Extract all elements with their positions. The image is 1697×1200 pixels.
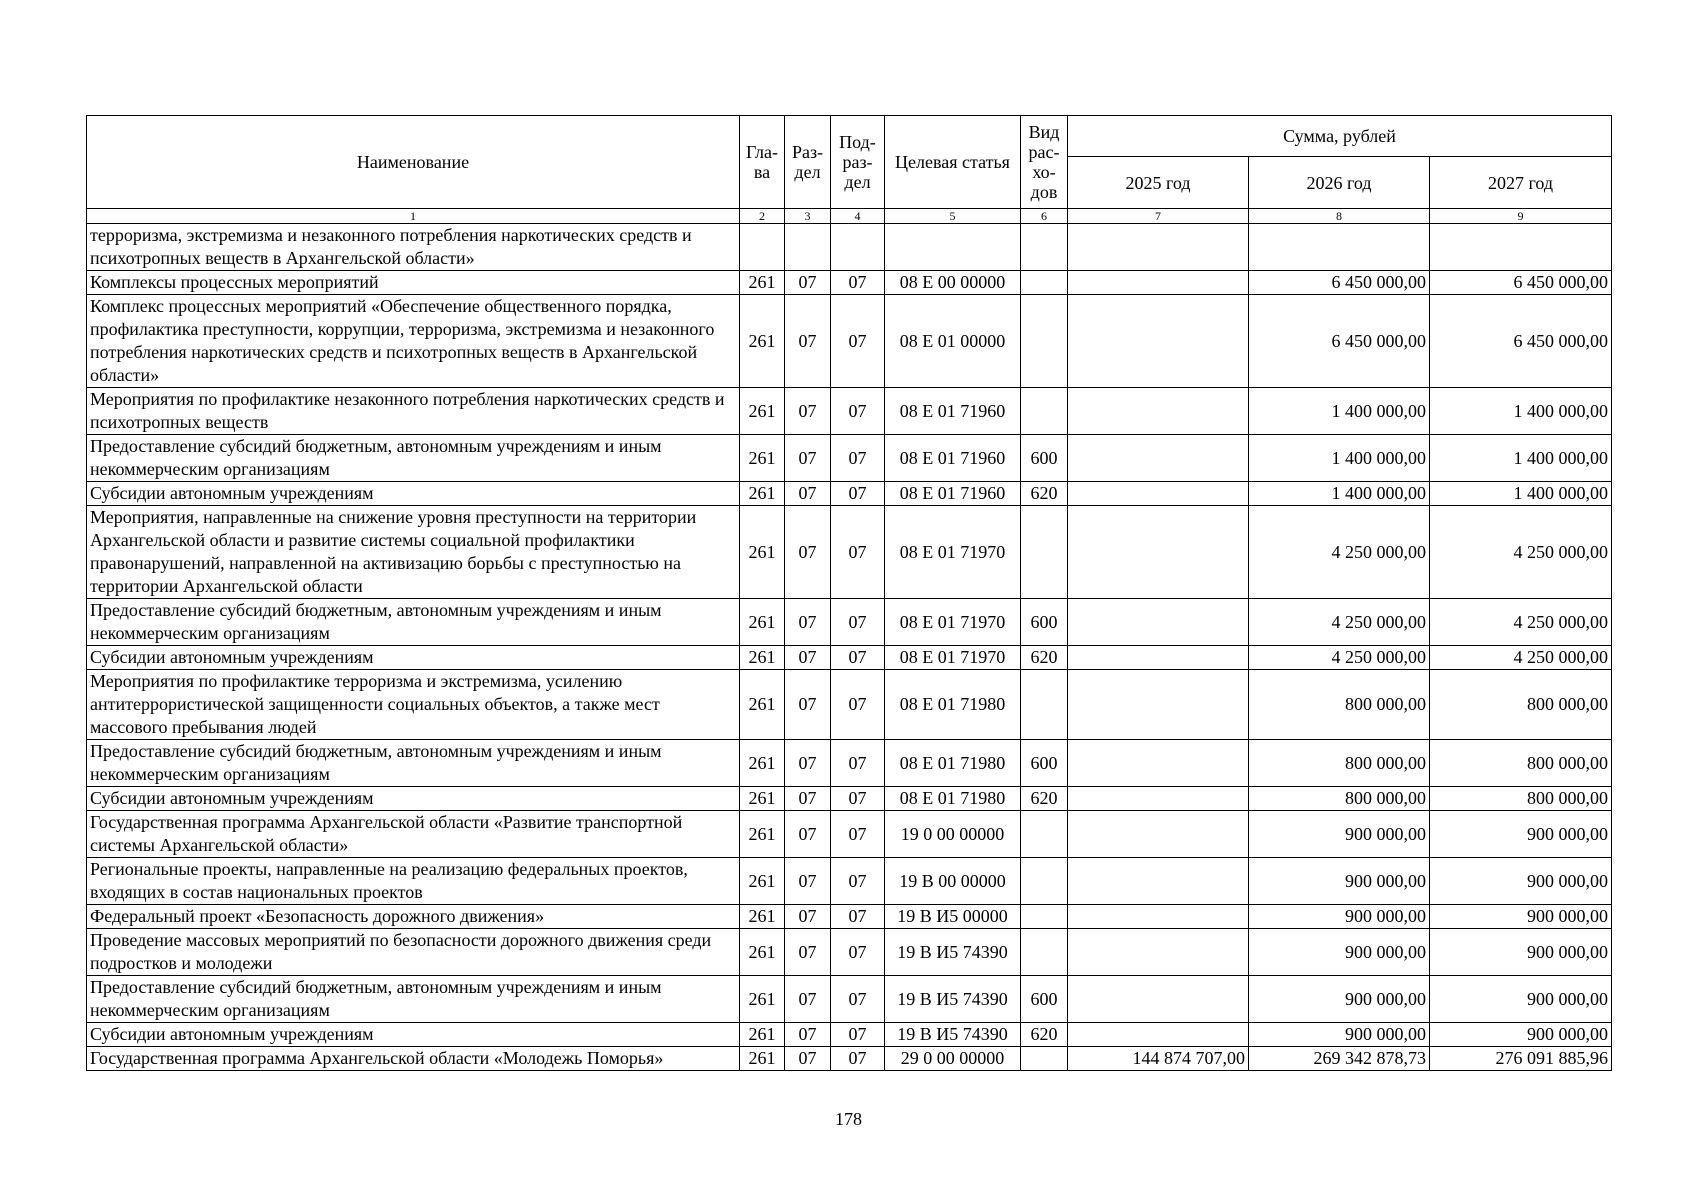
row-amount-2025	[1068, 858, 1249, 905]
table-row	[87, 740, 1612, 787]
row-amount-2027: 800 000,00	[1430, 670, 1612, 740]
row-amount-2027: 276 091 885,96	[1430, 1047, 1612, 1071]
row-podrazdel: 07	[831, 858, 885, 905]
row-razdel: 07	[785, 482, 831, 506]
row-amount-2025	[1068, 388, 1249, 435]
row-target-article: 08 Е 01 71970	[885, 506, 1021, 599]
row-expense-type	[1021, 295, 1068, 388]
row-expense-type: 620	[1021, 787, 1068, 811]
table-row	[87, 976, 1612, 1023]
row-target-article: 08 Е 01 71980	[885, 787, 1021, 811]
table-row	[87, 858, 1612, 905]
row-name: Государственная программа Архангельской области «Развитие транспортной системы Архангельской области»	[87, 811, 740, 858]
header-article: Целевая статья	[885, 116, 1021, 209]
column-number: 5	[885, 209, 1021, 224]
row-razdel: 07	[785, 670, 831, 740]
row-amount-2025	[1068, 646, 1249, 670]
row-amount-2025	[1068, 976, 1249, 1023]
row-glava: 261	[740, 1023, 785, 1047]
row-podrazdel: 07	[831, 271, 885, 295]
row-razdel: 07	[785, 1047, 831, 1071]
row-razdel	[785, 224, 831, 271]
row-expense-type	[1021, 271, 1068, 295]
row-amount-2025	[1068, 435, 1249, 482]
row-glava: 261	[740, 599, 785, 646]
table-row	[87, 388, 1612, 435]
table-row	[87, 271, 1612, 295]
row-target-article: 19 В И5 00000	[885, 905, 1021, 929]
header-podrazdel: Под-раз-дел	[831, 116, 885, 209]
row-glava: 261	[740, 787, 785, 811]
table-row	[87, 811, 1612, 858]
row-amount-2026	[1249, 224, 1430, 271]
row-glava: 261	[740, 905, 785, 929]
row-name: Субсидии автономным учреждениям	[87, 1023, 740, 1047]
row-amount-2025	[1068, 506, 1249, 599]
table-body	[87, 224, 1612, 1071]
row-amount-2027: 900 000,00	[1430, 811, 1612, 858]
column-number: 9	[1430, 209, 1612, 224]
row-glava: 261	[740, 295, 785, 388]
header-year-2026: 2026 год	[1249, 157, 1430, 209]
row-expense-type: 600	[1021, 740, 1068, 787]
row-expense-type	[1021, 1047, 1068, 1071]
row-podrazdel: 07	[831, 976, 885, 1023]
row-razdel: 07	[785, 976, 831, 1023]
row-podrazdel: 07	[831, 646, 885, 670]
row-amount-2025	[1068, 740, 1249, 787]
row-amount-2026: 800 000,00	[1249, 670, 1430, 740]
row-podrazdel: 07	[831, 905, 885, 929]
table-row	[87, 599, 1612, 646]
column-number: 8	[1249, 209, 1430, 224]
row-expense-type: 620	[1021, 646, 1068, 670]
row-amount-2025	[1068, 905, 1249, 929]
row-expense-type	[1021, 811, 1068, 858]
column-numbers-row	[87, 209, 1612, 224]
row-target-article: 29 0 00 00000	[885, 1047, 1021, 1071]
row-expense-type: 600	[1021, 599, 1068, 646]
header-razdel: Раз-дел	[785, 116, 831, 209]
table-row	[87, 295, 1612, 388]
row-amount-2025	[1068, 482, 1249, 506]
row-amount-2027: 900 000,00	[1430, 976, 1612, 1023]
row-amount-2025	[1068, 670, 1249, 740]
row-name: Федеральный проект «Безопасность дорожного движения»	[87, 905, 740, 929]
row-glava: 261	[740, 506, 785, 599]
row-amount-2026: 269 342 878,73	[1249, 1047, 1430, 1071]
row-podrazdel	[831, 224, 885, 271]
row-amount-2026: 800 000,00	[1249, 740, 1430, 787]
row-podrazdel: 07	[831, 599, 885, 646]
row-podrazdel: 07	[831, 670, 885, 740]
table-row	[87, 224, 1612, 271]
row-podrazdel: 07	[831, 787, 885, 811]
row-glava: 261	[740, 271, 785, 295]
row-amount-2026: 900 000,00	[1249, 905, 1430, 929]
table-header	[87, 116, 1612, 224]
row-target-article: 08 Е 01 71970	[885, 599, 1021, 646]
row-amount-2026: 1 400 000,00	[1249, 435, 1430, 482]
row-target-article: 19 В И5 74390	[885, 976, 1021, 1023]
header-name: Наименование	[87, 116, 740, 209]
row-glava: 261	[740, 388, 785, 435]
row-razdel: 07	[785, 295, 831, 388]
row-name: Комплекс процессных мероприятий «Обеспечение общественного порядка, профилактика преступности, коррупции, терроризма, экстремизма и незаконного потребления наркотических средств и психотропных веществ в Архангельской области»	[87, 295, 740, 388]
row-razdel: 07	[785, 435, 831, 482]
row-razdel: 07	[785, 905, 831, 929]
row-amount-2025	[1068, 224, 1249, 271]
row-glava: 261	[740, 929, 785, 976]
header-year-2027: 2027 год	[1430, 157, 1612, 209]
row-target-article: 08 Е 01 71970	[885, 646, 1021, 670]
row-amount-2026: 4 250 000,00	[1249, 599, 1430, 646]
row-podrazdel: 07	[831, 811, 885, 858]
row-podrazdel: 07	[831, 1023, 885, 1047]
row-podrazdel: 07	[831, 506, 885, 599]
row-glava: 261	[740, 976, 785, 1023]
column-number: 2	[740, 209, 785, 224]
row-name: Предоставление субсидий бюджетным, автономным учреждениям и иным некоммерческим организациям	[87, 976, 740, 1023]
row-amount-2027: 900 000,00	[1430, 1023, 1612, 1047]
column-number: 4	[831, 209, 885, 224]
row-razdel: 07	[785, 811, 831, 858]
row-amount-2026: 1 400 000,00	[1249, 388, 1430, 435]
row-podrazdel: 07	[831, 740, 885, 787]
table-row	[87, 1023, 1612, 1047]
row-target-article: 08 Е 01 71980	[885, 670, 1021, 740]
row-amount-2026: 900 000,00	[1249, 976, 1430, 1023]
table-row	[87, 482, 1612, 506]
row-name: Комплексы процессных мероприятий	[87, 271, 740, 295]
row-name: Проведение массовых мероприятий по безопасности дорожного движения среди подростков и молодежи	[87, 929, 740, 976]
table-row	[87, 670, 1612, 740]
column-number: 3	[785, 209, 831, 224]
row-amount-2027: 900 000,00	[1430, 905, 1612, 929]
row-glava: 261	[740, 858, 785, 905]
column-number: 6	[1021, 209, 1068, 224]
table-row	[87, 1047, 1612, 1071]
row-amount-2027: 1 400 000,00	[1430, 435, 1612, 482]
row-amount-2026: 800 000,00	[1249, 787, 1430, 811]
header-vid: Вид рас-хо-дов	[1021, 116, 1068, 209]
row-name: Предоставление субсидий бюджетным, автономным учреждениям и иным некоммерческим организациям	[87, 599, 740, 646]
row-target-article	[885, 224, 1021, 271]
page-number: 178	[835, 1109, 862, 1129]
row-amount-2027: 900 000,00	[1430, 929, 1612, 976]
row-expense-type	[1021, 388, 1068, 435]
row-target-article: 08 Е 01 00000	[885, 295, 1021, 388]
row-expense-type: 600	[1021, 435, 1068, 482]
row-target-article: 08 Е 01 71960	[885, 435, 1021, 482]
row-target-article: 19 В И5 74390	[885, 1023, 1021, 1047]
row-target-article: 08 Е 01 71960	[885, 388, 1021, 435]
row-target-article: 08 Е 00 00000	[885, 271, 1021, 295]
row-glava: 261	[740, 670, 785, 740]
row-razdel: 07	[785, 506, 831, 599]
row-amount-2025	[1068, 599, 1249, 646]
header-sum: Сумма, рублей	[1068, 116, 1612, 157]
row-amount-2027: 4 250 000,00	[1430, 599, 1612, 646]
row-amount-2027: 4 250 000,00	[1430, 506, 1612, 599]
row-expense-type: 620	[1021, 482, 1068, 506]
row-name: Мероприятия, направленные на снижение уровня преступности на территории Архангельской области и развитие системы социальной профилактики правонарушений, направленной на активизацию борьбы с преступностью на территории Архангельской области	[87, 506, 740, 599]
table-row	[87, 435, 1612, 482]
row-amount-2026: 900 000,00	[1249, 929, 1430, 976]
table-row	[87, 646, 1612, 670]
row-target-article: 19 В И5 74390	[885, 929, 1021, 976]
row-amount-2027: 1 400 000,00	[1430, 482, 1612, 506]
row-amount-2025	[1068, 271, 1249, 295]
row-razdel: 07	[785, 740, 831, 787]
row-razdel: 07	[785, 271, 831, 295]
row-expense-type	[1021, 506, 1068, 599]
row-expense-type	[1021, 670, 1068, 740]
row-name: Мероприятия по профилактике незаконного потребления наркотических средств и психотропных веществ	[87, 388, 740, 435]
row-amount-2027: 4 250 000,00	[1430, 646, 1612, 670]
header-glava: Гла-ва	[740, 116, 785, 209]
row-glava: 261	[740, 811, 785, 858]
row-expense-type	[1021, 858, 1068, 905]
table-row	[87, 929, 1612, 976]
row-name: терроризма, экстремизма и незаконного потребления наркотических средств и психотропных веществ в Архангельской области»	[87, 224, 740, 271]
row-target-article: 08 Е 01 71960	[885, 482, 1021, 506]
row-expense-type: 620	[1021, 1023, 1068, 1047]
row-glava	[740, 224, 785, 271]
row-amount-2027: 800 000,00	[1430, 740, 1612, 787]
table-row	[87, 905, 1612, 929]
row-target-article: 19 В 00 00000	[885, 858, 1021, 905]
row-target-article: 08 Е 01 71980	[885, 740, 1021, 787]
row-podrazdel: 07	[831, 388, 885, 435]
row-amount-2026: 6 450 000,00	[1249, 295, 1430, 388]
row-amount-2026: 900 000,00	[1249, 858, 1430, 905]
row-name: Предоставление субсидий бюджетным, автономным учреждениям и иным некоммерческим организациям	[87, 740, 740, 787]
row-glava: 261	[740, 646, 785, 670]
row-expense-type	[1021, 224, 1068, 271]
row-glava: 261	[740, 482, 785, 506]
row-amount-2025	[1068, 929, 1249, 976]
row-amount-2026: 4 250 000,00	[1249, 506, 1430, 599]
row-razdel: 07	[785, 388, 831, 435]
row-razdel: 07	[785, 1023, 831, 1047]
column-number: 1	[87, 209, 740, 224]
row-glava: 261	[740, 1047, 785, 1071]
row-glava: 261	[740, 740, 785, 787]
table-row	[87, 787, 1612, 811]
row-podrazdel: 07	[831, 1047, 885, 1071]
row-name: Региональные проекты, направленные на реализацию федеральных проектов, входящих в состав национальных проектов	[87, 858, 740, 905]
row-amount-2025	[1068, 295, 1249, 388]
row-amount-2027: 800 000,00	[1430, 787, 1612, 811]
row-name: Предоставление субсидий бюджетным, автономным учреждениям и иным некоммерческим организациям	[87, 435, 740, 482]
row-name: Субсидии автономным учреждениям	[87, 787, 740, 811]
row-amount-2027: 6 450 000,00	[1430, 295, 1612, 388]
row-amount-2026: 900 000,00	[1249, 811, 1430, 858]
row-podrazdel: 07	[831, 435, 885, 482]
row-glava: 261	[740, 435, 785, 482]
row-podrazdel: 07	[831, 295, 885, 388]
header-row	[87, 116, 1612, 157]
row-razdel: 07	[785, 858, 831, 905]
row-amount-2027	[1430, 224, 1612, 271]
row-amount-2026: 1 400 000,00	[1249, 482, 1430, 506]
row-expense-type: 600	[1021, 976, 1068, 1023]
row-razdel: 07	[785, 787, 831, 811]
row-name: Мероприятия по профилактике терроризма и экстремизма, усилению антитеррористической защищенности социальных объектов, а также мест массового пребывания людей	[87, 670, 740, 740]
row-amount-2026: 6 450 000,00	[1249, 271, 1430, 295]
row-name: Субсидии автономным учреждениям	[87, 646, 740, 670]
budget-table	[86, 115, 1612, 1071]
row-amount-2026: 900 000,00	[1249, 1023, 1430, 1047]
column-number: 7	[1068, 209, 1249, 224]
row-amount-2027: 6 450 000,00	[1430, 271, 1612, 295]
row-amount-2025	[1068, 811, 1249, 858]
row-razdel: 07	[785, 646, 831, 670]
row-amount-2026: 4 250 000,00	[1249, 646, 1430, 670]
row-razdel: 07	[785, 599, 831, 646]
row-name: Субсидии автономным учреждениям	[87, 482, 740, 506]
row-target-article: 19 0 00 00000	[885, 811, 1021, 858]
table-row	[87, 506, 1612, 599]
row-podrazdel: 07	[831, 482, 885, 506]
row-podrazdel: 07	[831, 929, 885, 976]
row-amount-2027: 1 400 000,00	[1430, 388, 1612, 435]
row-razdel: 07	[785, 929, 831, 976]
row-amount-2025	[1068, 1023, 1249, 1047]
row-amount-2027: 900 000,00	[1430, 858, 1612, 905]
row-expense-type	[1021, 905, 1068, 929]
row-name: Государственная программа Архангельской области «Молодежь Поморья»	[87, 1047, 740, 1071]
header-year-2025: 2025 год	[1068, 157, 1249, 209]
row-expense-type	[1021, 929, 1068, 976]
row-amount-2025	[1068, 787, 1249, 811]
row-amount-2025: 144 874 707,00	[1068, 1047, 1249, 1071]
